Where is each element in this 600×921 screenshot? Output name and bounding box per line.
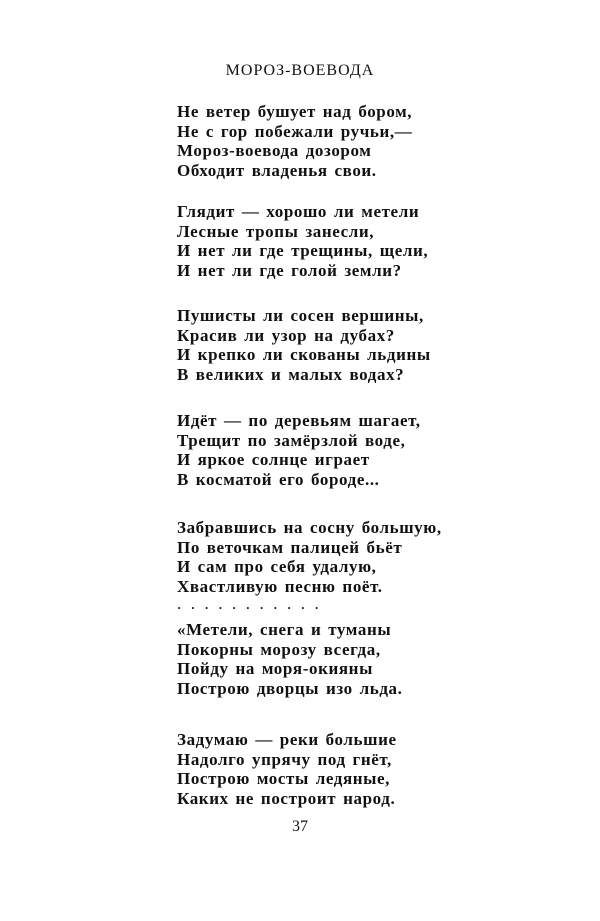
verse-line: И сам про себя удалую, [177,557,377,577]
verse-line: Забравшись на сосну большую, [177,518,442,537]
verse-line: Трещит по замёрзлой воде, [177,430,406,450]
verse-line: Красив ли узор на дубах? [177,325,395,345]
verse-line: Построю мосты ледяные, [177,769,391,789]
verse-line: Лесные тропы занесли, [177,221,375,241]
verse-line: По веточкам палицей бьёт [177,537,403,557]
verse-line: «Метели, снега и туманы [177,620,392,639]
page-number: 37 [292,818,308,835]
verse-line: Построю дворцы изо льда. [177,678,403,698]
verse-line: Пушисты ли сосен вершины, [177,306,424,325]
verse-line: И яркое солнце играет [177,450,370,470]
verse-line: Мороз-воевода дозором [177,141,372,161]
verse-line: Хвастливую песню поёт. [177,576,383,596]
stanza-6 [177,620,403,698]
verse-line: В великих и малых водах? [177,364,405,384]
stanza-4 [177,411,421,489]
stanza-3 [177,306,431,384]
verse-line: Задумаю — реки большие [177,730,397,749]
verse-line: Не с гор побежали ручьи,— [177,121,413,141]
verse-line: Пойду на моря-окияны [177,659,373,679]
verse-line: Обходит владенья свои. [177,160,377,180]
verse-line: В косматой его бороде... [177,469,380,489]
verse-line: Каких не построит народ. [177,788,396,808]
stanza-1 [177,102,412,180]
stanza-2 [177,202,428,280]
ellipsis-dots: ........... [177,594,329,613]
verse-line: Надолго упрячу под гнёт, [177,749,392,769]
verse-line: Покорны морозу всегда, [177,639,381,659]
verse-line: И нет ли где голой земли? [177,260,402,280]
poem-title: МОРОЗ-ВОЕВОДА [225,62,375,79]
stanza-5 [177,518,442,596]
verse-line: И крепко ли скованы льдины [177,345,431,365]
verse-line: Глядит — хорошо ли метели [177,202,420,221]
stanza-7 [177,730,397,808]
verse-line: И нет ли где трещины, щели, [177,241,429,261]
verse-line: Идёт — по деревьям шагает, [177,411,421,430]
verse-line: Не ветер бушует над бором, [177,102,413,121]
